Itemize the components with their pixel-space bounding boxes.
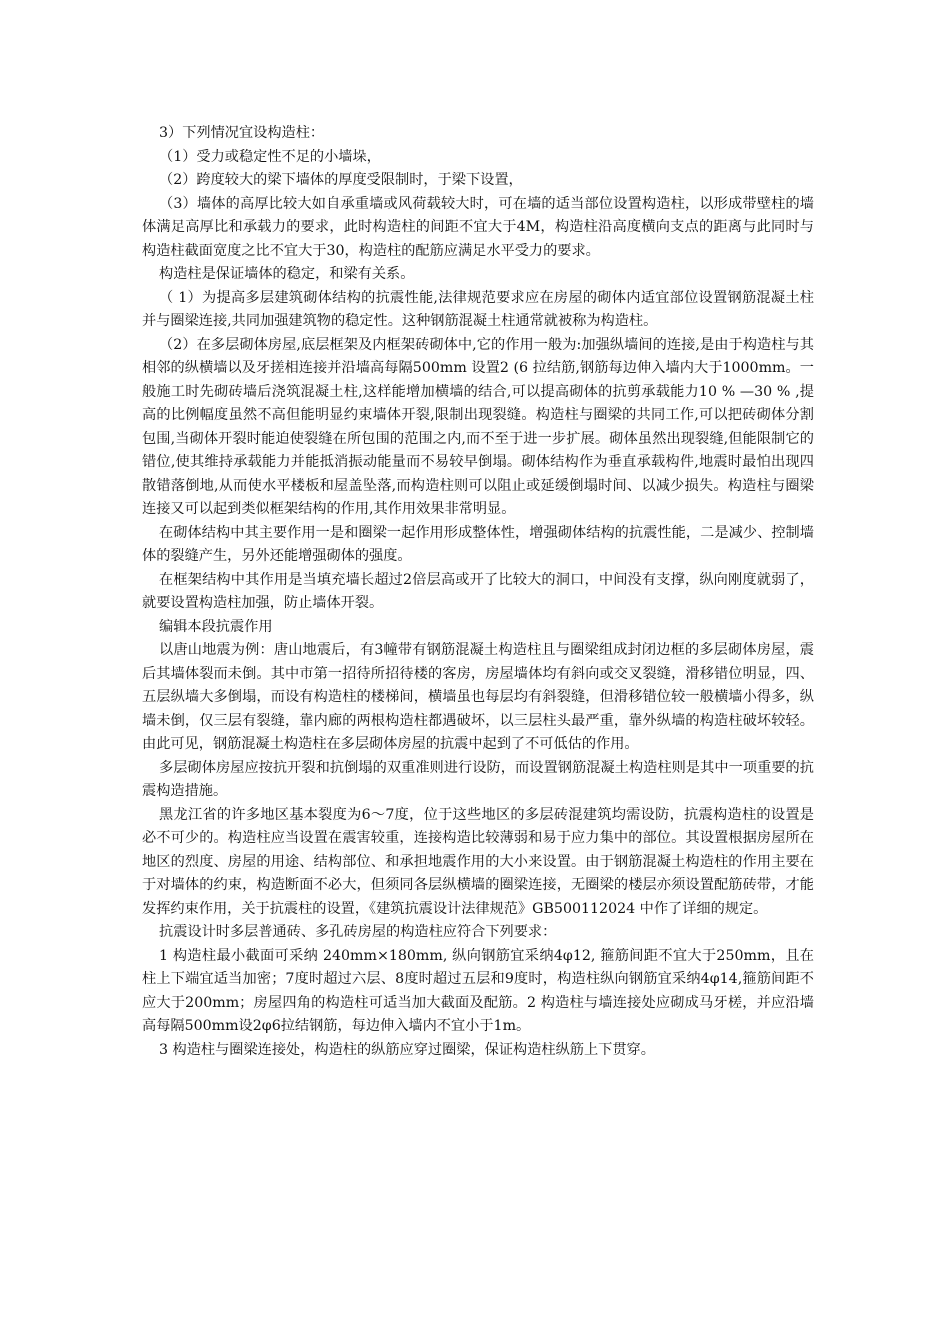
paragraph: 黑龙江省的许多地区基本裂度为6～7度，位于这些地区的多层砖混建筑均需设防，抗震构造柱的设置是必不可少的。构造柱应当设置在震害较重，连接构造比较薄弱和易于应力集中的部位。其设置根据房屋所在地区的烈度、房屋的用途、结构部位、和承担地震作用的大小来设置。由于钢筋混凝土构造柱的作用主要在于对墙体的约束，构造断面不必大，但须同各层纵横墙的圈梁连接，无圈梁的楼层亦须设置配筋砖带，才能发挥约束作用，关于抗震柱的设置，《建筑抗震设计法律规范》GB500112024 中作了详细的规定。	[142, 806, 814, 917]
paragraph: 构造柱是保证墙体的稳定，和梁有关系。	[159, 266, 415, 282]
paragraph: （2）跨度较大的梁下墙体的厚度受限制时，于梁下设置，	[159, 172, 523, 188]
paragraph: 3）下列情况宜设构造柱：	[159, 125, 325, 141]
paragraph: 抗震设计时多层普通砖、多孔砖房屋的构造柱应符合下列要求：	[159, 924, 557, 940]
paragraph: 3 构造柱与圈梁连接处，构造柱的纵筋应穿过圈梁，保证构造柱纵筋上下贯穿。	[159, 1041, 655, 1058]
paragraph: 在砌体结构中其主要作用一是和圈梁一起作用形成整体性，增强砌体结构的抗震性能，二是减少、控制墙体的裂缝产生，另外还能增强砌体的强度。	[142, 524, 814, 564]
paragraph: （2）在多层砌体房屋,底层框架及内框架砖砌体中,它的作用一般为:加强纵墙间的连接,是由于构造柱与其相邻的纵横墙以及牙搓相连接并沿墙高每隔500mm 设置2 (6 拉结筋,钢筋每边伸入墙内大于1000mm。一般施工时先砌砖墙后浇筑混凝土柱,这样能增加横墙的结合,可以提高砌体的抗剪承载能力10 % —30 % ,提高的比例幅度虽然不高但能明显约束墙体开裂,限制出现裂缝。构造柱与圈梁的共同工作,可以把砖砌体分割包围,当砌体开裂时能迫使裂缝在所包围的范围之内,而不至于进一步扩展。砌体虽然出现裂缝,但能限制它的错位,使其维持承载能力并能抵消振动能量而不易较早倒塌。砌体结构作为垂直承载构件,地震时最怕出现四散错落倒地,从而使水平楼板和屋盖坠落,而构造柱则可以阻止或延缓倒塌时间、以减少损失。构造柱与圈梁连接又可以起到类似框架结构的作用,其作用效果非常明显。	[142, 336, 814, 517]
paragraph: 多层砌体房屋应按抗开裂和抗倒塌的双重准则进行设防，而设置钢筋混凝土构造柱则是其中一项重要的抗震构造措施。	[142, 759, 814, 799]
paragraph: （1）受力或稳定性不足的小墙垛，	[159, 148, 381, 165]
paragraph: 1 构造柱最小截面可采纳 240mm×180mm, 纵向钢筋宜采纳4φ12, 箍筋间距不宜大于250mm，且在柱上下端宜适当加密；7度时超过六层、8度时超过五层和9度时，构造柱纵向钢筋宜采纳4φ14,箍筋间距不应大于200mm；房屋四角的构造柱可适当加大截面及配筋。2 构造柱与墙连接处应砌成马牙槎，并应沿墙高每隔500mm设2φ6拉结钢筋，每边伸入墙内不宜小于1m。	[142, 947, 814, 1034]
document-body	[142, 122, 814, 1062]
paragraph: （ 1）为提高多层建筑砌体结构的抗震性能,法律规范要求应在房屋的砌体内适宜部位设置钢筋混凝土柱并与圈梁连接,共同加强建筑物的稳定性。这种钢筋混凝土柱通常就被称为构造柱。	[142, 289, 814, 329]
paragraph: （3）墙体的高厚比较大如自承重墙或风荷载较大时，可在墙的适当部位设置构造柱，以形成带壁柱的墙体满足高厚比和承载力的要求，此时构造柱的间距不宜大于4M，构造柱沿高度横向支点的距离与此同时与构造柱截面宽度之比不宜大于30，构造柱的配筋应满足水平受力的要求。	[142, 195, 814, 259]
paragraph: 以唐山地震为例：唐山地震后，有3幢带有钢筋混凝土构造柱且与圈梁组成封闭边框的多层砌体房屋，震后其墙体裂而未倒。其中市第一招待所招待楼的客房，房屋墙体均有斜向或交叉裂缝，滑移错位明显，四、五层纵墙大多倒塌，而设有构造柱的楼梯间，横墙虽也每层均有斜裂缝，但滑移错位较一般横墙小得多，纵墙未倒，仅三层有裂缝，靠内廊的两根构造柱都遇破坏，以三层柱头最严重，靠外纵墙的构造柱破坏较轻。由此可见，钢筋混凝土构造柱在多层砌体房屋的抗震中起到了不可低估的作用。	[142, 642, 814, 752]
paragraph: 在框架结构中其作用是当填充墙长超过2倍层高或开了比较大的洞口，中间没有支撑，纵向刚度就弱了，就要设置构造柱加强，防止墙体开裂。	[142, 571, 814, 611]
section-heading: 编辑本段抗震作用	[159, 618, 273, 635]
